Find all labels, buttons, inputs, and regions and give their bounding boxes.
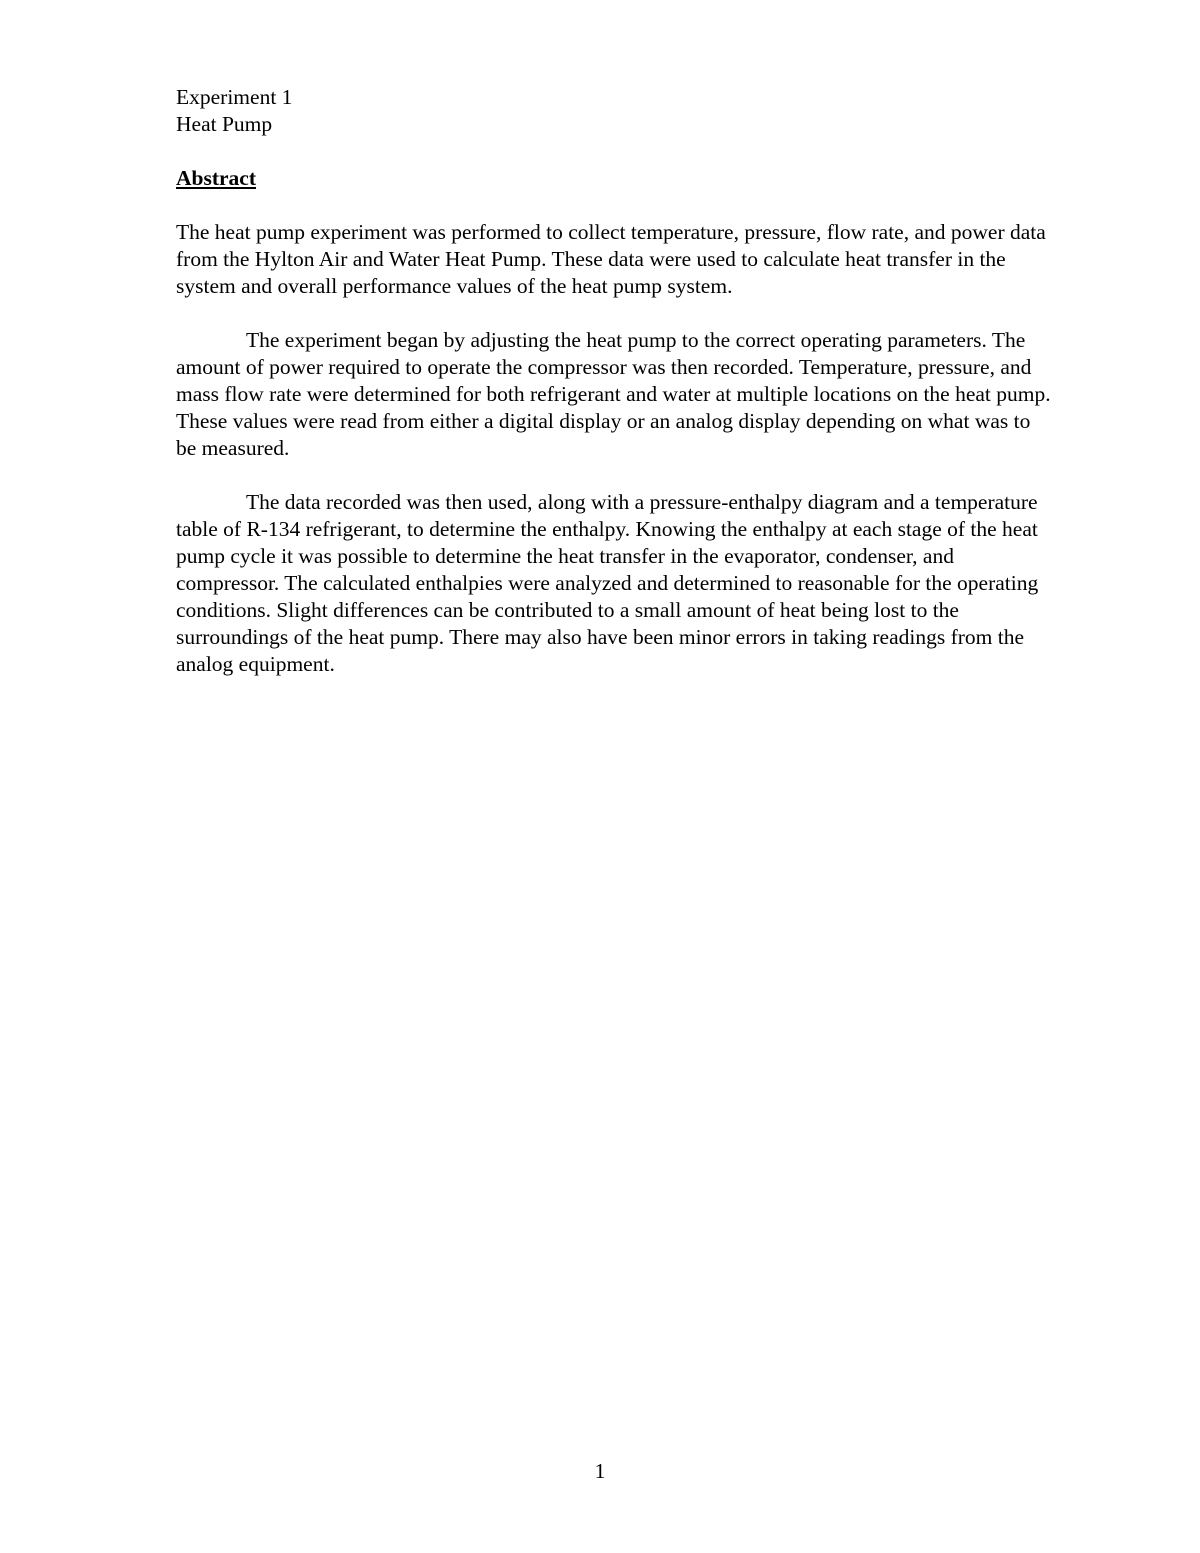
experiment-label: Experiment 1 bbox=[176, 85, 293, 109]
section-heading-abstract: Abstract bbox=[176, 166, 257, 190]
abstract-paragraph-3: The data recorded was then used, along with a pressure-enthalpy diagram and a temperature table of R-134 refrigerant, to determine the enthalpy. Knowing the enthalpy at each stage of the heat pump cycle it was possible to determine the heat transfer in the evaporator, condenser, and compressor. The calculated enthalpies were analyzed and determined to reasonable for the operating conditions. Slight differences can be contributed to a small amount of heat being lost to the surroundings of the heat pump. There may also have been minor errors in taking readings from the analog equipment. bbox=[176, 490, 1039, 676]
abstract-paragraph-2: The experiment began by adjusting the heat pump to the correct operating parameters. The amount of power required to operate the compressor was then recorded. Temperature, pressure, and mass flow rate were determined for both refrigerant and water at multiple locations on the heat pump. These values were read from either a digital display or an analog display depending on what was to be measured. bbox=[176, 328, 1051, 460]
page-body bbox=[176, 84, 1056, 705]
page-number: 1 bbox=[594, 1459, 606, 1483]
abstract-paragraph-1: The heat pump experiment was performed to collect temperature, pressure, flow rate, and power data from the Hylton Air and Water Heat Pump. These data were used to calculate heat transfer in the system and overall performance values of the heat pump system. bbox=[176, 220, 1046, 298]
experiment-title: Heat Pump bbox=[176, 112, 273, 136]
